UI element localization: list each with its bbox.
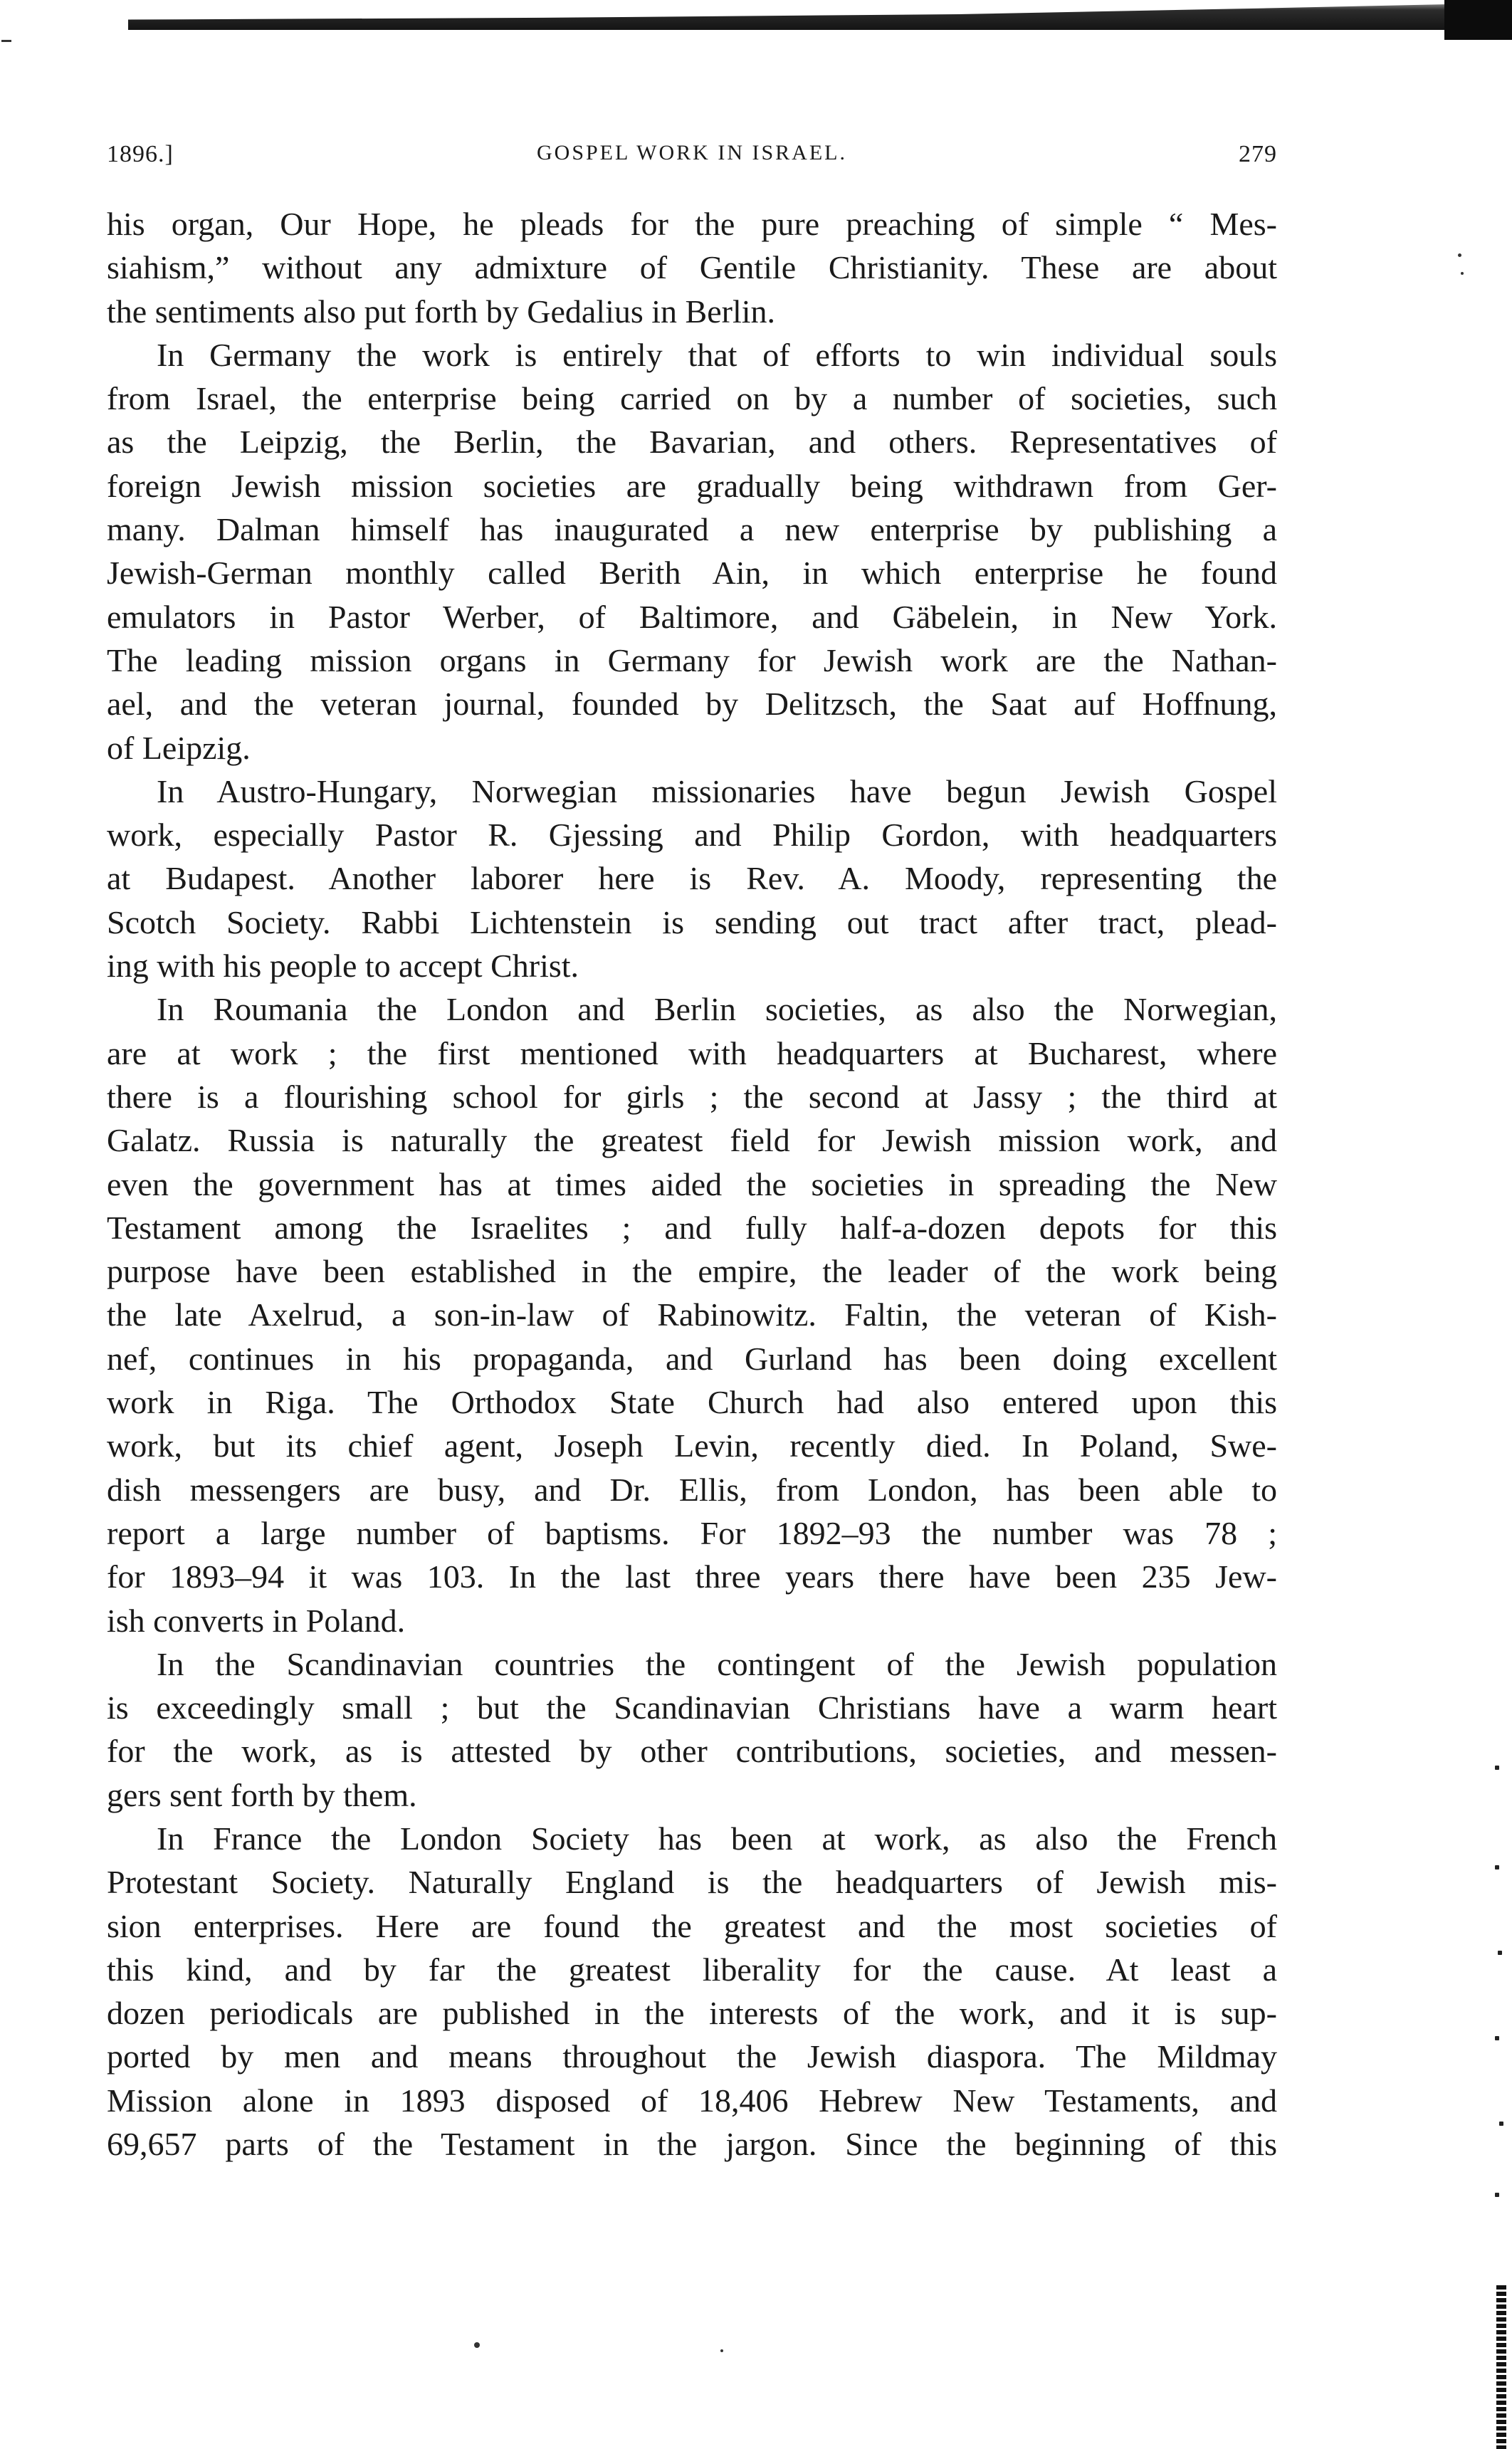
- scan-speck: [1461, 272, 1464, 275]
- running-head-year: 1896.]: [107, 141, 174, 167]
- text-line: for the work, as is attested by other contributions, societies, and messen-: [107, 1733, 1277, 1770]
- text-line: In Austro-Hungary, Norwegian missionaries have begun Jewish Gospel: [157, 772, 1277, 809]
- edge-speck: [1495, 2036, 1499, 2040]
- text-line: Testament among the Israelites ; and fully half-a-dozen depots for this: [107, 1209, 1277, 1246]
- text-line: as the Leipzig, the Berlin, the Bavarian, and others. Representatives of: [107, 424, 1277, 461]
- text-line: Scotch Society. Rabbi Lichtenstein is sending out tract after tract, plead-: [107, 903, 1277, 940]
- body-text: [107, 202, 1277, 2166]
- text-line: The leading mission organs in Germany for Jewish work are the Nathan-: [107, 641, 1277, 678]
- text-line: Mission alone in 1893 disposed of 18,406 Hebrew New Testaments, and: [107, 2082, 1277, 2119]
- text-line: purpose have been established in the empire, the leader of the work being: [107, 1253, 1277, 1290]
- text-line: this kind, and by far the greatest liberality for the cause. At least a: [107, 1951, 1277, 1988]
- text-line: are at work ; the first mentioned with headquarters at Bucharest, where: [107, 1034, 1277, 1071]
- edge-speck: [1495, 1766, 1499, 1770]
- text-line: ael, and the veteran journal, founded by Delitzsch, the Saat auf Hoffnung,: [107, 686, 1277, 723]
- text-line: foreign Jewish mission societies are gradually being withdrawn from Ger-: [107, 467, 1277, 504]
- text-line: ing with his people to accept Christ.: [107, 948, 579, 985]
- text-line: In Germany the work is entirely that of efforts to win individual souls: [157, 336, 1277, 373]
- text-line: Protestant Society. Naturally England is the headquarters of Jewish mis-: [107, 1864, 1277, 1901]
- text-line: nef, continues in his propaganda, and Gurland has been doing excellent: [107, 1340, 1277, 1377]
- text-line: gers sent forth by them.: [107, 1776, 417, 1813]
- text-line: his organ, Our Hope, he pleads for the pure preaching of simple “ Mes-: [107, 206, 1277, 242]
- text-line: work in Riga. The Orthodox State Church had also entered upon this: [107, 1384, 1277, 1421]
- text-line: work, but its chief agent, Joseph Levin, recently died. In Poland, Swe-: [107, 1427, 1277, 1464]
- text-line: there is a flourishing school for girls ; the second at Jassy ; the third at: [107, 1078, 1277, 1115]
- scan-edge-strip: [1496, 2285, 1506, 2449]
- text-line: ish converts in Poland.: [107, 1602, 406, 1639]
- text-line: ported by men and means throughout the Jewish diaspora. The Mildmay: [107, 2038, 1277, 2075]
- text-line: In France the London Society has been at work, as also the French: [157, 1820, 1277, 1857]
- text-line: Galatz. Russia is naturally the greatest field for Jewish mission work, and: [107, 1122, 1277, 1159]
- text-line: dozen periodicals are published in the interests of the work, and it is sup-: [107, 1995, 1277, 2032]
- text-line: In the Scandinavian countries the contingent of the Jewish population: [157, 1645, 1277, 1682]
- text-line: from Israel, the enterprise being carried on by a number of societies, such: [107, 380, 1277, 417]
- text-line: dish messengers are busy, and Dr. Ellis, from London, has been able to: [107, 1471, 1277, 1508]
- edge-speck: [1495, 1865, 1499, 1869]
- text-line: many. Dalman himself has inaugurated a new enterprise by publishing a: [107, 511, 1277, 548]
- text-line: siahism,” without any admixture of Gentile Christianity. These are about: [107, 249, 1277, 286]
- text-line: even the government has at times aided the societies in spreading the New: [107, 1165, 1277, 1202]
- edge-speck: [1498, 1951, 1502, 1955]
- text-line: report a large number of baptisms. For 1892–93 the number was 78 ;: [107, 1514, 1277, 1551]
- text-line: work, especially Pastor R. Gjessing and Philip Gordon, with headquarters: [107, 817, 1277, 854]
- text-line: of Leipzig.: [107, 729, 251, 766]
- scan-speck: [720, 2349, 723, 2352]
- text-line: emulators in Pastor Werber, of Baltimore, and Gäbelein, in New York.: [107, 598, 1277, 635]
- text-line: is exceedingly small ; but the Scandinavian Christians have a warm heart: [107, 1689, 1277, 1726]
- scan-speck: [1458, 253, 1461, 257]
- text-line: In Roumania the London and Berlin societies, as also the Norwegian,: [157, 991, 1277, 1028]
- text-line: the sentiments also put forth by Gedalius in Berlin.: [107, 293, 776, 330]
- page-number: 279: [1239, 141, 1277, 167]
- text-line: the late Axelrud, a son-in-law of Rabinowitz. Faltin, the veteran of Kish-: [107, 1296, 1277, 1333]
- scan-edge-marks: [1452, 1737, 1512, 2449]
- text-line: for 1893–94 it was 103. In the last three years there have been 235 Jew-: [107, 1558, 1277, 1595]
- text-line: Jewish-German monthly called Berith Ain, in which enterprise he found: [107, 555, 1277, 592]
- text-line: sion enterprises. Here are found the greatest and the most societies of: [107, 1907, 1277, 1944]
- edge-speck: [1499, 2122, 1503, 2126]
- running-head: [107, 141, 1277, 177]
- edge-speck: [1495, 2193, 1499, 2197]
- scan-speck: [474, 2342, 480, 2348]
- running-head-title: GOSPEL WORK IN ISRAEL.: [536, 141, 847, 164]
- text-line: at Budapest. Another laborer here is Rev. A. Moody, representing the: [107, 860, 1277, 897]
- text-line: 69,657 parts of the Testament in the jargon. Since the beginning of this: [107, 2126, 1277, 2163]
